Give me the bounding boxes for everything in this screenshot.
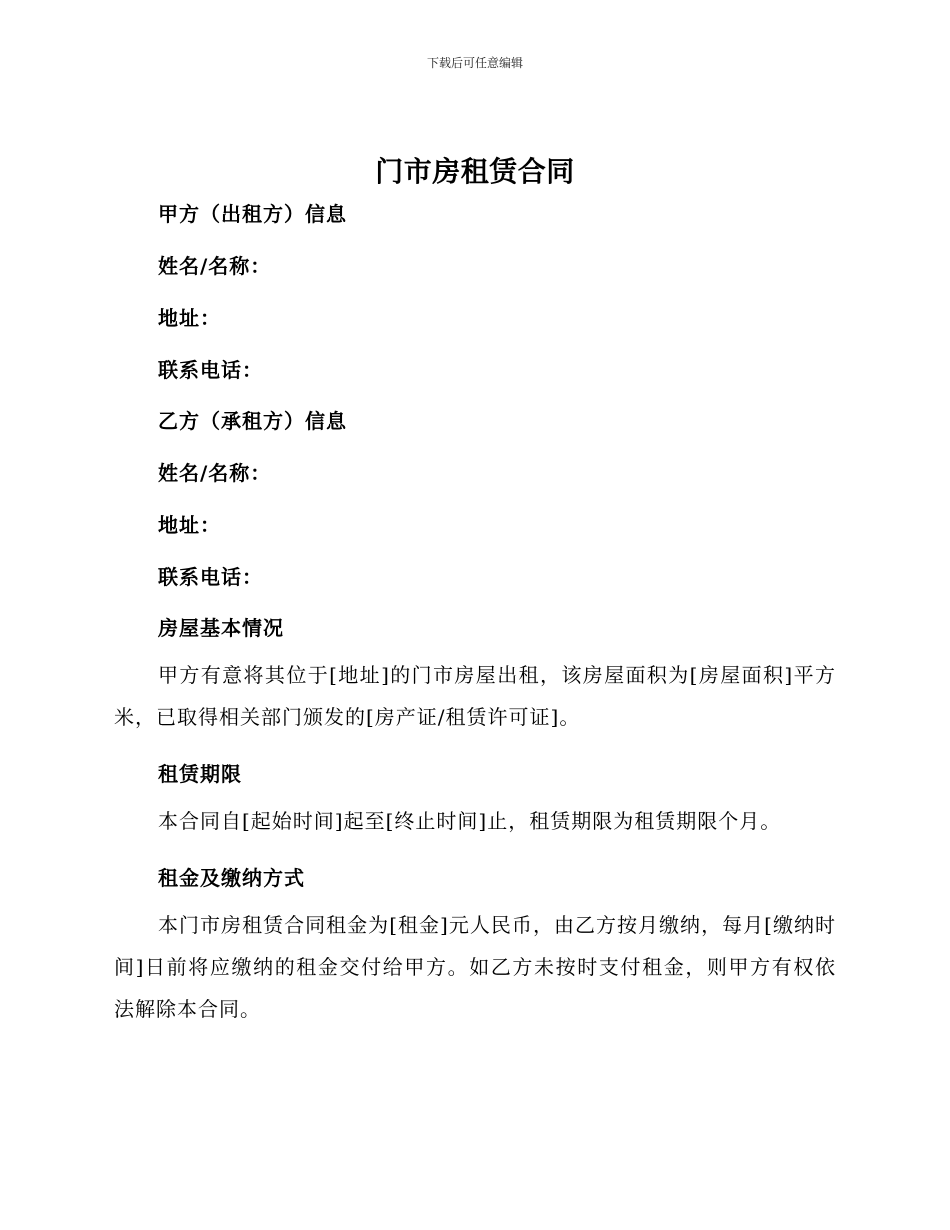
party-a-heading: 甲方（出租方）信息: [158, 202, 347, 226]
party-a-name-label: 姓名/名称：: [158, 254, 272, 278]
party-b-heading: 乙方（承租方）信息: [158, 409, 347, 433]
rent-text: 本门市房租赁合同租金为[租金]元人民币，由乙方按月缴纳，每月[缴纳时间]日前将应缴纳的租金交付给甲方。如乙方未按时支付租金，则甲方有权依法解除本合同。: [114, 913, 836, 1021]
header-note: 下载后可任意编辑: [426, 56, 523, 70]
rent-heading: 租金及缴纳方式: [158, 866, 305, 890]
party-b-name-label: 姓名/名称：: [158, 461, 272, 485]
party-b-address-label: 地址：: [158, 513, 221, 537]
property-heading: 房屋基本情况: [158, 616, 284, 640]
term-text: 本合同自[起始时间]起至[终止时间]止，租赁期限为租赁期限个月。: [158, 809, 782, 833]
party-b-phone-label: 联系电话：: [158, 565, 263, 589]
document-title: 门市房租赁合同: [375, 155, 575, 188]
term-heading: 租赁期限: [158, 762, 242, 786]
party-a-address-label: 地址：: [158, 306, 221, 330]
property-text: 甲方有意将其位于[地址]的门市房屋出租，该房屋面积为[房屋面积]平方米，已取得相关部门颁发的[房产证/租赁许可证]。: [114, 663, 836, 729]
party-a-phone-label: 联系电话：: [158, 358, 263, 382]
